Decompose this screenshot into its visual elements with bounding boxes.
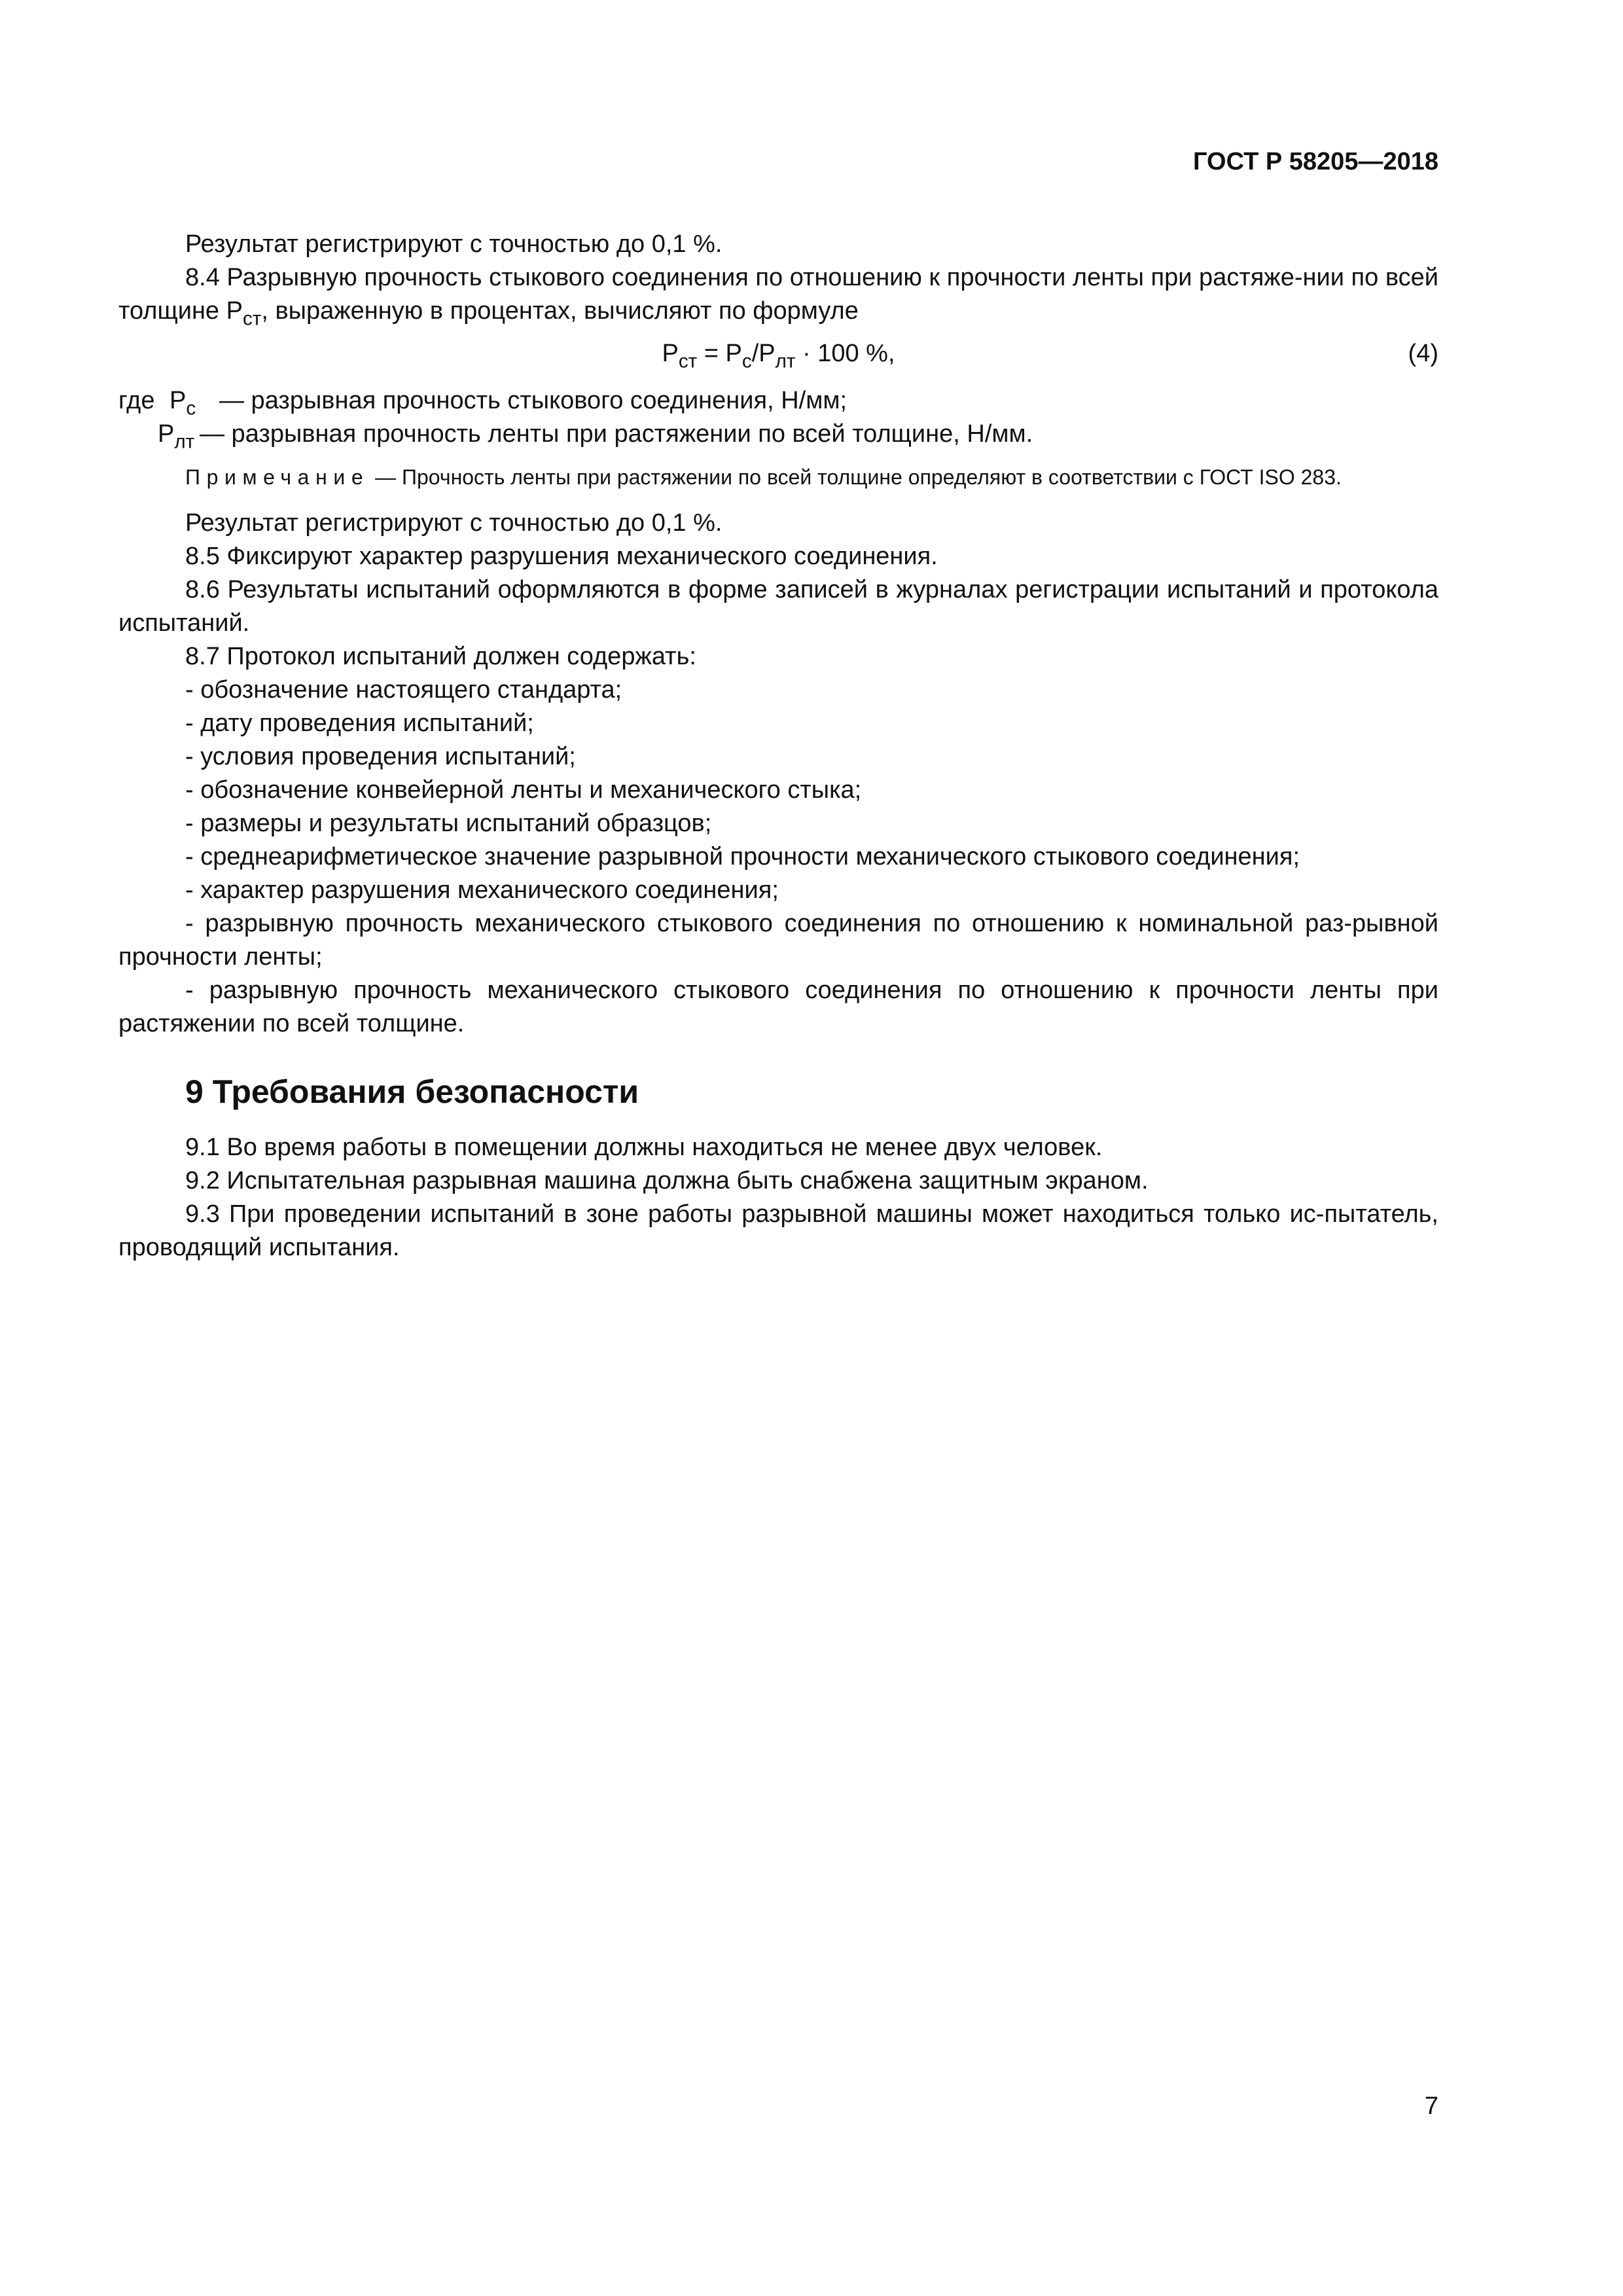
- formula-lt-subscript: лт: [775, 350, 796, 372]
- formula-definitions: [118, 384, 1438, 451]
- symbol-subscript: лт: [174, 431, 195, 453]
- list-item: - обозначение настоящего стандарта;: [185, 676, 622, 704]
- page-number: 7: [1424, 2092, 1438, 2120]
- symbol-letter: Р: [158, 420, 175, 448]
- clause-9-1: 9.1 Во время работы в помещении должны находиться не менее двух человек.: [185, 1134, 1103, 1161]
- definition-text: — разрывная прочность стыкового соединения, Н/мм;: [219, 387, 847, 414]
- list-item: - размеры и результаты испытаний образцов;: [185, 810, 712, 837]
- formula-equals: = Р: [697, 340, 742, 367]
- formula-lhs-subscript: ст: [678, 350, 698, 372]
- result-precision-paragraph: Результат регистрируют с точностью до 0,1 %.: [185, 509, 722, 537]
- formula-divide: /Р: [751, 340, 776, 367]
- symbol-subscript: с: [186, 397, 196, 420]
- list-item: - дату проведения испытаний;: [185, 709, 534, 737]
- definition-row-plt: [118, 418, 1438, 451]
- formula-4: [118, 332, 1438, 375]
- list-item: - разрывную прочность механического стыкового соединения по отношению к прочности ленты при растяжении по всей толщине.: [118, 977, 1438, 1037]
- clause-9-3: 9.3 При проведении испытаний в зоне работы разрывной машины может находиться только ис-пытатель, проводящий испытания.: [118, 1200, 1438, 1261]
- list-item: - характер разрушения механического соединения;: [185, 876, 779, 904]
- definition-text: — разрывная прочность ленты при растяжении по всей толщине, Н/мм.: [200, 420, 1033, 448]
- definition-symbol: [169, 384, 219, 418]
- formula-expression: [118, 332, 1438, 375]
- clause-8-4: [118, 261, 1438, 328]
- note: [118, 463, 1438, 492]
- formula-tail: · 100 %,: [795, 340, 895, 367]
- clause-8-5: 8.5 Фиксируют характер разрушения механического соединения.: [185, 543, 938, 570]
- list-item: - условия проведения испытаний;: [185, 743, 576, 770]
- where-label: где: [118, 387, 155, 414]
- list-item: - разрывную прочность механического стыкового соединения по отношению к номинальной раз-рывной прочности ленты;: [118, 910, 1438, 971]
- clause-9-2: 9.2 Испытательная разрывная машина должна быть снабжена защитным экраном.: [185, 1167, 1149, 1194]
- clause-8-7: 8.7 Протокол испытаний должен содержать:: [185, 643, 696, 670]
- symbol-letter: Р: [169, 387, 187, 414]
- note-text: — Прочность ленты при растяжении по всей толщине определяют в соответствии с ГОСТ ISO 283.: [369, 465, 1342, 489]
- definition-symbol: [118, 418, 200, 451]
- note-label: Примечание: [185, 465, 370, 489]
- result-precision-paragraph: Результат регистрируют с точностью до 0,1 %.: [185, 230, 722, 258]
- document-id-header: ГОСТ Р 58205—2018: [1193, 148, 1438, 175]
- section-9-title: 9 Требования безопасности: [185, 1073, 639, 1110]
- clause-8-4-text: 8.4 Разрывную прочность стыкового соединения по отношению к прочности ленты при растяже-нии по всей толщине Р: [118, 264, 1438, 325]
- clause-8-4-text-end: , выраженную в процентах, вычисляют по формуле: [261, 297, 859, 325]
- definition-row-pc: [118, 384, 1438, 418]
- document-body: [118, 228, 1438, 1265]
- list-item: - обозначение конвейерной ленты и механического стыка;: [185, 776, 862, 804]
- formula-c-subscript: с: [741, 350, 752, 372]
- clause-8-4-subscript: ст: [242, 308, 262, 330]
- clause-8-6: 8.6 Результаты испытаний оформляются в форме записей в журналах регистрации испытаний и протокола испытаний.: [118, 576, 1438, 637]
- formula-lhs: Р: [662, 340, 679, 367]
- list-item: - среднеарифметическое значение разрывной прочности механического стыкового соединения;: [185, 843, 1300, 870]
- formula-number: (4): [1408, 340, 1438, 367]
